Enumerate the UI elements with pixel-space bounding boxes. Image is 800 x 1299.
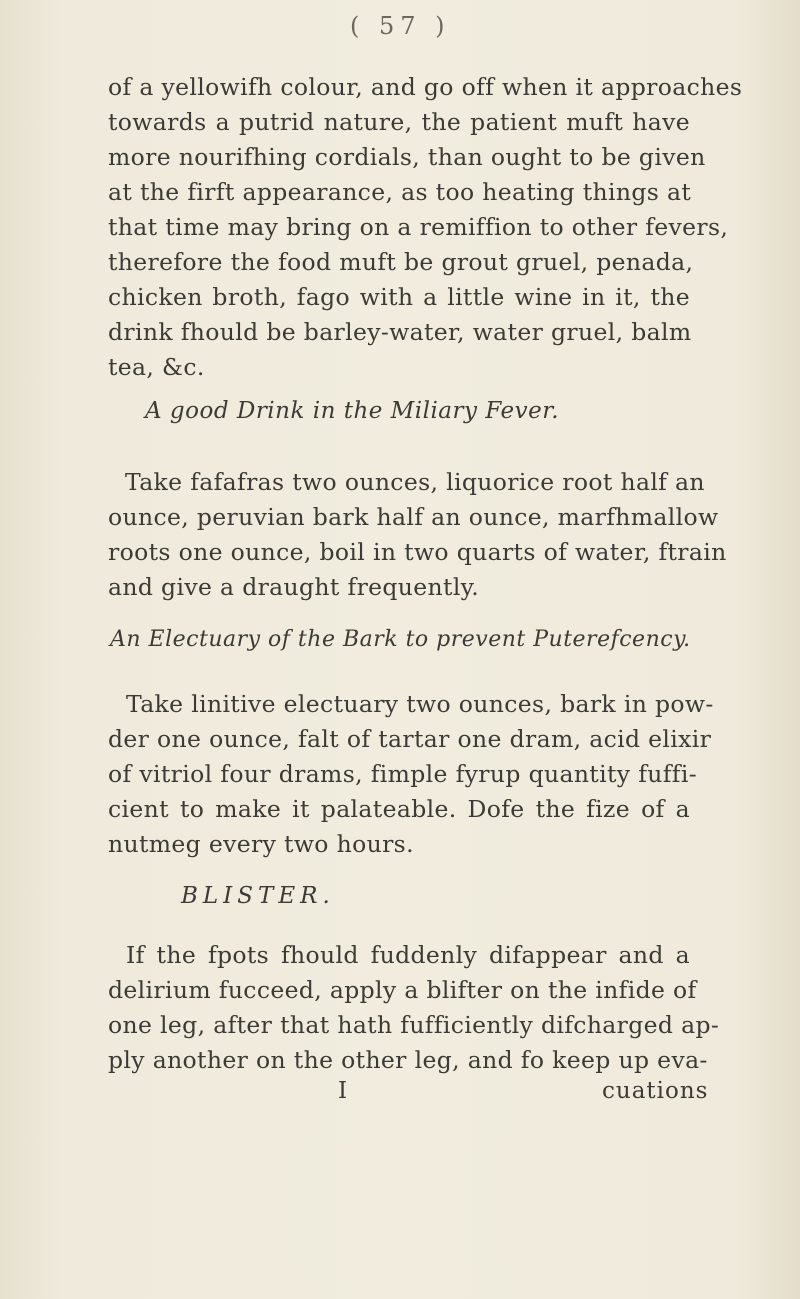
text-line: If the fpots fhould fuddenly difappear and a <box>126 941 690 969</box>
page-number: ( 57 ) <box>350 12 451 40</box>
text-line: der one ounce, falt of tartar one dram, acid elixir <box>108 725 712 753</box>
text-line: ounce, peruvian bark half an ounce, marfhmallow <box>108 503 719 531</box>
text-line: cient to make it palateable. Dofe the fize of a <box>108 795 690 823</box>
text-line: that time may bring on a remiffion to other fevers, <box>108 213 729 241</box>
text-line: chicken broth, fago with a little wine in it, the <box>108 283 690 311</box>
signature-mark: I <box>338 1078 348 1104</box>
catchword: cuations <box>602 1078 709 1104</box>
text-line: tea, &c. <box>108 353 205 381</box>
text-line: Take linitive electuary two ounces, bark in pow- <box>126 690 714 718</box>
heading-blister: BLISTER. <box>181 883 335 909</box>
text-line: towards a putrid nature, the patient muft have <box>108 108 690 136</box>
text-line: drink fhould be barley-water, water gruel, balm <box>108 318 692 346</box>
text-line: at the firft appearance, as too heating things at <box>108 178 692 206</box>
text-line: one leg, after that hath fufficiently difcharged ap- <box>108 1011 720 1039</box>
text-line: roots one ounce, boil in two quarts of water, ftrain <box>108 538 727 566</box>
text-line: and give a draught frequently. <box>108 573 480 601</box>
text-line: delirium fucceed, apply a blifter on the infide of <box>108 976 697 1004</box>
text-line: of vitriol four drams, fimple fyrup quantity fuffi- <box>108 760 697 788</box>
heading-miliary-drink: A good Drink in the Miliary Fever. <box>145 398 560 424</box>
text-line: of a yellowifh colour, and go off when it approaches <box>108 73 743 101</box>
text-line: therefore the food muft be grout gruel, penada, <box>108 248 694 276</box>
text-line: nutmeg every two hours. <box>108 830 414 858</box>
heading-electuary: An Electuary of the Bark to prevent Puterefcency. <box>110 627 691 652</box>
text-line: more nourifhing cordials, than ought to be given <box>108 143 706 171</box>
text-line: ply another on the other leg, and fo keep up eva- <box>108 1046 708 1074</box>
text-line: Take fafafras two ounces, liquorice root half an <box>125 468 705 496</box>
